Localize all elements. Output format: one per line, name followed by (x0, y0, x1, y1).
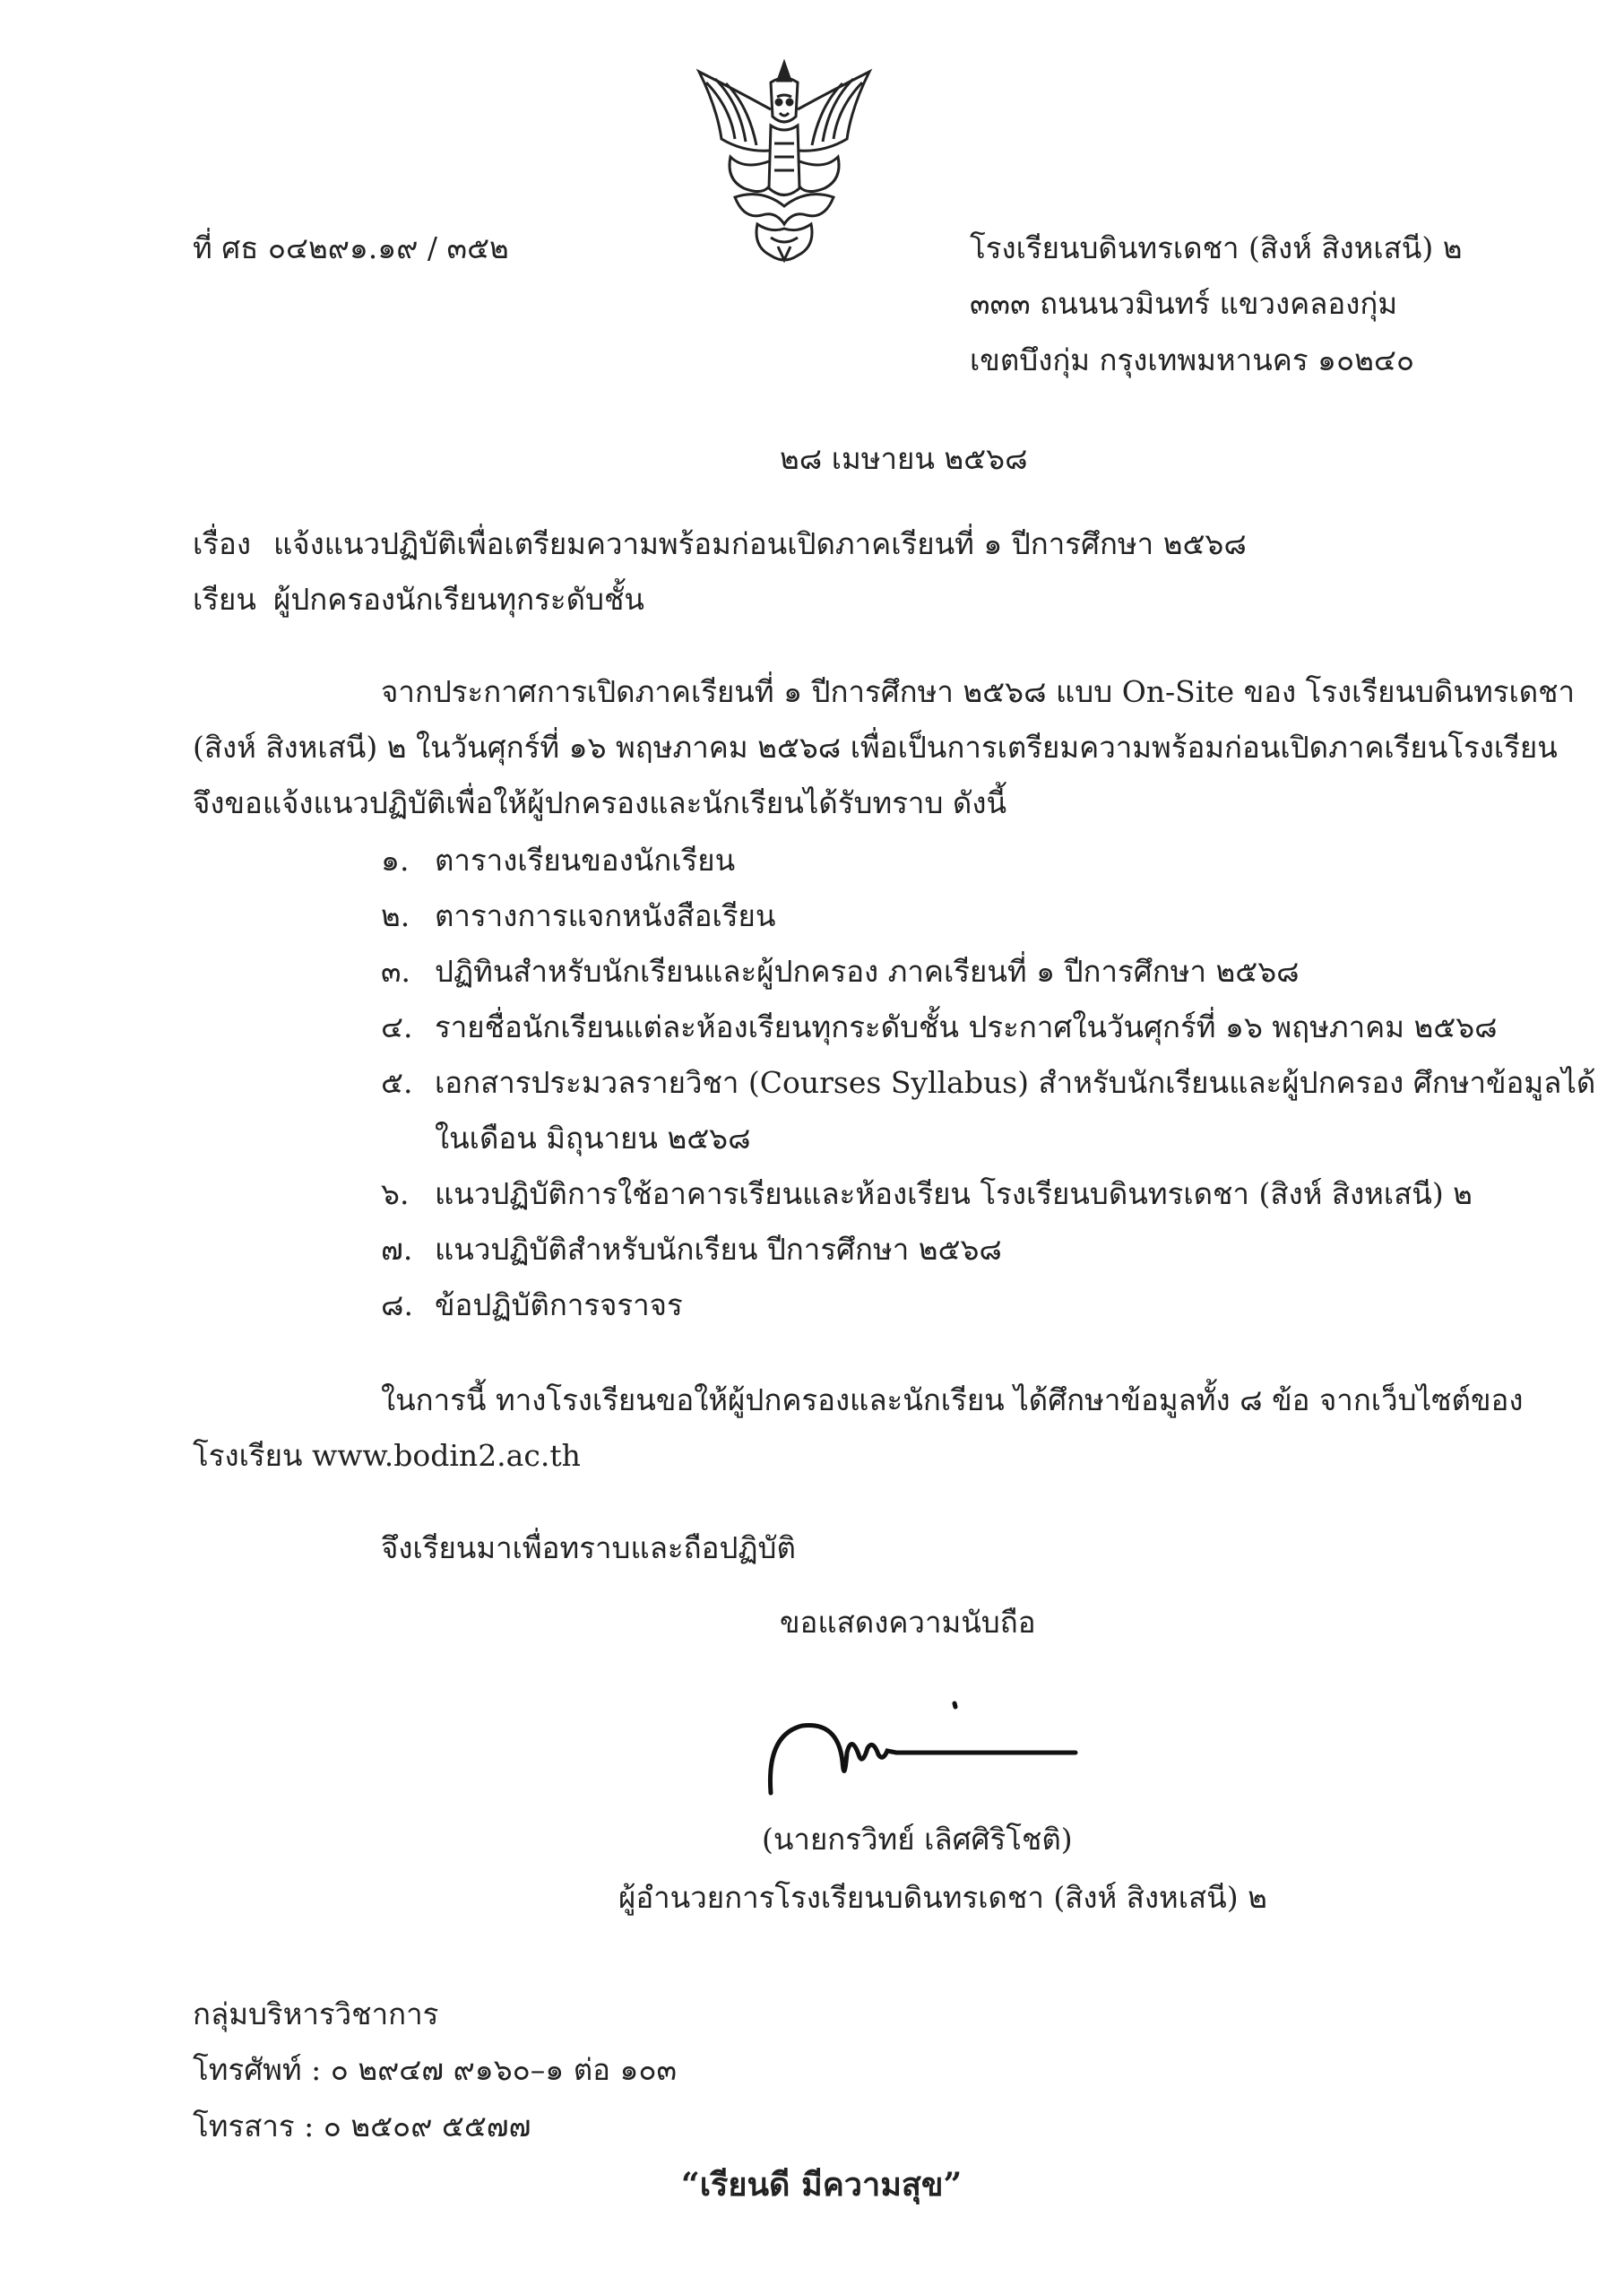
recipient-label: เรียน (193, 582, 256, 617)
recipient-text: ผู้ปกครองนักเรียนทุกระดับชั้น (273, 582, 644, 617)
school-motto: “เรียนดี มีความสุข” (681, 2166, 963, 2204)
list-item-continuation: ในเดือน มิถุนายน ๒๕๖๘ (435, 1121, 751, 1156)
list-item-text: ตารางเรียนของนักเรียน (435, 843, 736, 878)
phone-number: โทรศัพท์ : ๐ ๒๙๔๗ ๙๑๖๐–๑ ต่อ ๑๐๓ (193, 2052, 678, 2087)
body-paragraph1-line2: (สิงห์ สิงหเสนี) ๒ ในวันศุกร์ที่ ๑๖ พฤษภาคม ๒๕๖๘ เพื่อเป็นการเตรียมความพร้อมก่อนเปิดภาคเรียนโรงเรียน (193, 730, 1558, 765)
list-item-text: ตารางการแจกหนังสือเรียน (435, 898, 776, 933)
list-item-number: ๒. (381, 898, 410, 933)
department-name: กลุ่มบริหารวิชาการ (193, 1996, 439, 2031)
school-address-line2: เขตบึงกุ่ม กรุงเทพมหานคร ๑๐๒๔๐ (970, 342, 1414, 377)
list-item-number: ๓. (381, 954, 411, 989)
list-item-text: แนวปฏิบัติการใช้อาคารเรียนและห้องเรียน โรงเรียนบดินทรเดชา (สิงห์ สิงหเสนี) ๒ (435, 1176, 1473, 1211)
body-paragraph2-line2: โรงเรียน www.bodin2.ac.th (193, 1438, 581, 1473)
subject-text: แจ้งแนวปฏิบัติเพื่อเตรียมความพร้อมก่อนเปิดภาคเรียนที่ ๑ ปีการศึกษา ๒๕๖๘ (273, 526, 1247, 561)
body-paragraph2-line1: ในการนี้ ทางโรงเรียนขอให้ผู้ปกครองและนักเรียน ได้ศึกษาข้อมูลทั้ง ๘ ข้อ จากเว็บไซต์ของ (381, 1382, 1524, 1417)
school-address-line1: ๓๓๓ ถนนนวมินทร์ แขวงคลองกุ่ม (970, 286, 1398, 321)
garuda-emblem-icon (681, 54, 887, 269)
list-item-text: รายชื่อนักเรียนแต่ละห้องเรียนทุกระดับชั้น ประกาศในวันศุกร์ที่ ๑๖ พฤษภาคม ๒๕๖๘ (435, 1009, 1498, 1044)
signer-name: (นายกรวิทย์ เลิศศิริโชติ) (762, 1822, 1073, 1857)
list-item-number: ๕. (381, 1065, 413, 1100)
list-item-text: แนวปฏิบัติสำหรับนักเรียน ปีการศึกษา ๒๕๖๘ (435, 1232, 1002, 1267)
signer-title: ผู้อำนวยการโรงเรียนบดินทรเดชา (สิงห์ สิงหเสนี) ๒ (618, 1880, 1267, 1915)
list-item-number: ๖. (381, 1176, 410, 1211)
list-item-text: ปฏิทินสำหรับนักเรียนและผู้ปกครอง ภาคเรียนที่ ๑ ปีการศึกษา ๒๕๖๘ (435, 954, 1300, 989)
list-item-text: ข้อปฏิบัติการจราจร (435, 1287, 683, 1322)
closing-request: จึงเรียนมาเพื่อทราบและถือปฏิบัติ (381, 1530, 796, 1565)
reference-number: ที่ ศธ ๐๔๒๙๑.๑๙ / ๓๕๒ (193, 230, 509, 265)
list-item-number: ๔. (381, 1009, 413, 1044)
list-item-number: ๘. (381, 1287, 413, 1322)
list-item-number: ๗. (381, 1232, 413, 1267)
school-name: โรงเรียนบดินทรเดชา (สิงห์ สิงหเสนี) ๒ (970, 230, 1463, 265)
signature-icon (753, 1699, 1093, 1806)
list-item-text: เอกสารประมวลรายวิชา (Courses Syllabus) สำหรับนักเรียนและผู้ปกครอง ศึกษาข้อมูลได้ (435, 1065, 1596, 1100)
fax-number: โทรสาร : ๐ ๒๕๐๙ ๕๕๗๗ (193, 2109, 531, 2143)
closing-regards: ขอแสดงความนับถือ (780, 1605, 1036, 1640)
body-paragraph1-line1: จากประกาศการเปิดภาคเรียนที่ ๑ ปีการศึกษา ๒๕๖๘ แบบ On-Site ของ โรงเรียนบดินทรเดชา (381, 674, 1576, 709)
letter-date: ๒๘ เมษายน ๒๕๖๘ (780, 441, 1028, 476)
body-paragraph1-line3: จึงขอแจ้งแนวปฏิบัติเพื่อให้ผู้ปกครองและนักเรียนได้รับทราบ ดังนี้ (193, 785, 1006, 820)
list-item-number: ๑. (381, 843, 410, 878)
subject-label: เรื่อง (193, 526, 251, 561)
